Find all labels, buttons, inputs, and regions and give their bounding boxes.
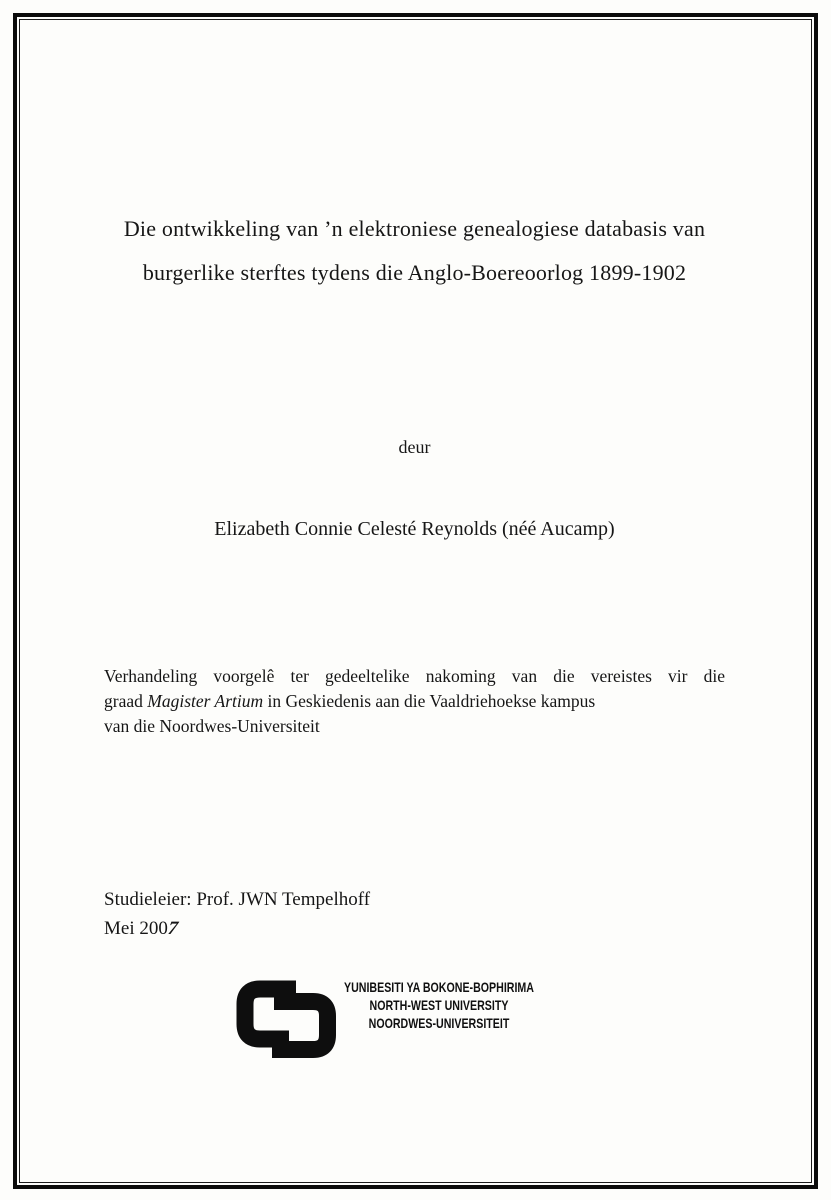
degree-statement-line-2-pre: graad	[104, 691, 148, 711]
degree-statement-line-2	[104, 689, 725, 714]
nwu-logo-wordmark	[344, 978, 534, 1032]
logo-line-english: NORTH-WEST UNIVERSITY	[369, 997, 508, 1013]
nwu-chainlink-logo-icon	[236, 980, 336, 1058]
supervisor-block	[104, 885, 725, 943]
author-name: Elizabeth Connie Celesté Reynolds (néé Aucamp)	[214, 518, 615, 540]
logo-line-setswana: YUNIBESITI YA BOKONE-BOPHIRIMA	[343, 979, 534, 995]
date-line	[104, 914, 725, 943]
nwu-logo	[104, 978, 725, 1058]
degree-statement-line-3: van die Noordwes-Universiteit	[104, 716, 320, 736]
degree-statement	[104, 664, 725, 739]
degree-statement-line-2-post: in Geskiedenis aan die Vaaldriehoekse kampus	[263, 691, 596, 711]
page-content	[20, 20, 811, 1180]
thesis-title-line-1: Die ontwikkeling van ’n elektroniese genealogiese databasis van	[123, 216, 706, 241]
degree-name-italic: Magister Artium	[147, 691, 264, 711]
date-last-digit: 7	[164, 918, 181, 939]
thesis-title	[104, 207, 725, 295]
degree-statement-line-1: Verhandeling voorgelê ter gedeeltelike nakoming van die vereistes vir die	[104, 666, 725, 686]
byline-deur: deur	[398, 437, 431, 457]
thesis-title-line-2: burgerlike sterftes tydens die Anglo-Boereoorlog 1899-1902	[142, 260, 687, 285]
supervisor-line: Studieleier: Prof. JWN Tempelhoff	[104, 889, 371, 910]
logo-line-afrikaans: NOORDWES-UNIVERSITEIT	[368, 1015, 509, 1031]
date-prefix: Mei 200	[104, 918, 168, 939]
